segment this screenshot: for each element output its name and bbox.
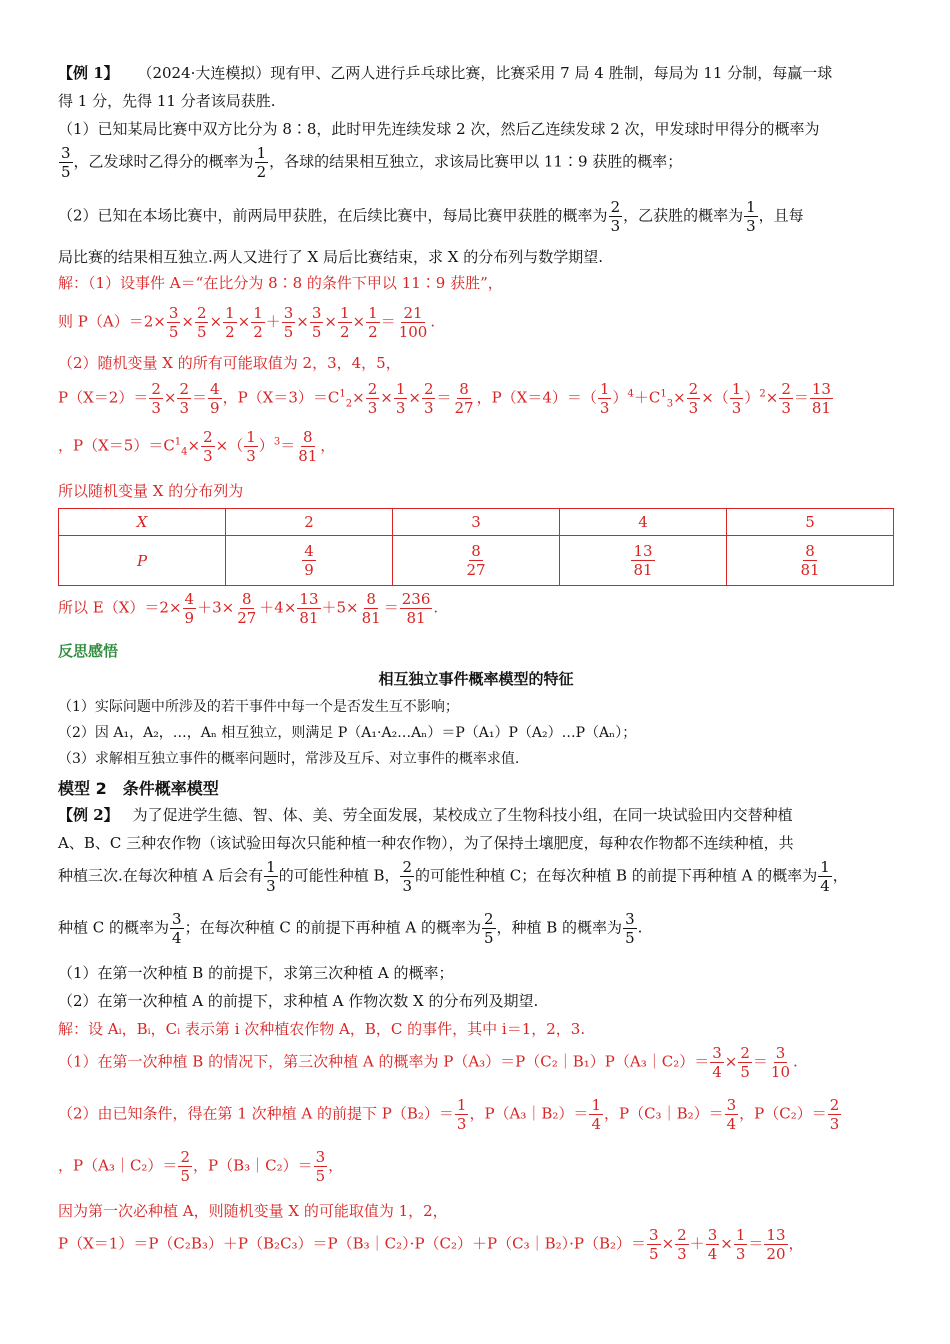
fraction: $\frac{3}{5}$ [283, 304, 294, 341]
fraction: $\frac{2}{5}$ [180, 1148, 190, 1185]
example-1-text-1: 现有甲、乙两人进行乒乓球比赛，比赛采用 7 局 4 胜制，每局为 11 分制，每赢一球 [270, 64, 833, 82]
reflection-point-3: （3）求解相互独立事件的概率问题时，常涉及互斥、对立事件的概率求值. [58, 751, 520, 767]
fraction: $\frac{3}{5}$ [649, 1226, 659, 1263]
fraction: $\frac{1}{2}$ [225, 304, 235, 341]
fraction: $\frac{1}{3}$ [456, 1096, 467, 1133]
text: ，各球的结果相互独立，求该局比赛甲以 11∶9 获胜的概率； [269, 152, 683, 171]
solution-1-line-1: 解：（1）设事件 A＝“在比分为 8∶8 的条件下甲以 11∶9 获胜”， [58, 274, 503, 292]
fraction: $\frac{2}{5}$ [740, 1044, 750, 1081]
fraction [464, 542, 487, 579]
fraction: $\frac{2}{5}$ [196, 304, 207, 341]
fraction: $\frac{1}{3}$ [599, 380, 610, 417]
fraction: $\frac{2}{3}$ [179, 380, 189, 417]
fraction: $\frac{8}{81}$ [361, 590, 381, 627]
example-2-line-4 [58, 910, 642, 947]
text: . [637, 918, 643, 937]
fraction: $\frac{2}{3}$ [367, 380, 378, 417]
example-2-line-3 [58, 858, 848, 895]
text: ，且每 [758, 206, 804, 225]
table-cell: 3 [393, 509, 560, 536]
fraction: $\frac{2}{3}$ [677, 1226, 687, 1263]
fraction: $\frac{1}{3}$ [266, 858, 276, 895]
example-2-label: 【例 2】 [58, 806, 119, 824]
fraction: $\frac{2}{3}$ [151, 380, 161, 417]
reflection-point-2: （2）因 A₁，A₂，…，Aₙ 相互独立，则满足 P（A₁·A₂…Aₙ）＝P（A₁）P（A₂）…P（Aₙ）； [58, 725, 637, 741]
table-cell [393, 536, 560, 586]
fraction: $\frac{3}{5}$ [168, 304, 179, 341]
example-2-question-2: （2）在第一次种植 A 的前提下，求种植 A 作物次数 X 的分布列及期望. [58, 992, 539, 1010]
text: ；在每次种植 C 的前提下再种植 A 的概率为 [184, 918, 481, 937]
fraction [631, 542, 654, 579]
example-1-question-2d: 局比赛的结果相互独立.两人又进行了 X 局后比赛结束，求 X 的分布列与数学期望. [58, 248, 603, 266]
fraction: $\frac{2}{3}$ [423, 380, 434, 417]
fraction: $\frac{1}{2}$ [340, 304, 350, 341]
fraction: $\frac{3}{10}$ [770, 1044, 791, 1081]
fraction: $\frac{3}{4}$ [712, 1044, 722, 1081]
text: （2）由已知条件，得在第 1 次种植 A 的前提下 P（B₂）＝ [58, 1104, 454, 1123]
text: 种植 C 的概率为 [58, 918, 170, 937]
fraction: $\frac{1}{4}$ [820, 858, 830, 895]
text: 则 P（A）＝2× [58, 312, 166, 331]
fraction [302, 542, 316, 579]
fraction: $\frac{3}{5}$ [315, 1148, 326, 1185]
table-cell: 5 [727, 509, 894, 536]
denominator: 81 [800, 561, 820, 579]
fraction: $\frac{2}{5}$ [483, 910, 494, 947]
fraction: $\frac{13}{81}$ [299, 590, 319, 627]
fraction: $\frac{1}{3}$ [735, 1226, 746, 1263]
fraction: $\frac{8}{27}$ [237, 590, 257, 627]
example-1-label: 【例 1】 [58, 64, 119, 82]
solution-1-line-4: P（X＝2）＝ $\frac{2}{3}$ × $\frac{2}{3}$ ＝ $\frac{4}{9}$ ，$P(X=3)=C^1_2\times$ $\frac{2}{3}$ × $\frac{1}{3}$ × $\frac{2}{3}$ ＝ $\frac{8}{27}$ ，P（X＝4）＝（ $\frac{1}{3}$ ）$^4+C^1_3\times$ $\frac{2}{3}$ ×（ $\frac{1}{3}$ ）$^2$× $\frac{2}{3}$ ＝ $\frac{13}{81}$ [58, 380, 831, 417]
fraction [798, 542, 821, 579]
numerator: 8 [471, 542, 481, 560]
fraction: $\frac{2}{3}$ [688, 380, 699, 417]
text: ，乙发球时乙得分的概率为 [73, 152, 254, 171]
fraction: $\frac{1}{3}$ [731, 380, 742, 417]
text: 的可能性种植 B， [278, 866, 400, 885]
text: ，种植 B 的概率为 [496, 918, 623, 937]
fraction: $\frac{4}{9}$ [210, 380, 220, 417]
fraction: $\frac{13}{81}$ [811, 380, 831, 417]
fraction: $\frac{2}{3}$ [781, 380, 791, 417]
reflection-subtitle: 相互独立事件概率模型的特征 [378, 670, 574, 688]
fraction: $\frac{3}{4}$ [707, 1226, 718, 1263]
fraction: $\frac{1}{4}$ [591, 1096, 601, 1133]
solution-2-line-5: 因为第一次必种植 A，则随机变量 X 的可能取值为 1，2， [58, 1202, 448, 1220]
table-cell [727, 536, 894, 586]
example-2-line-2: A、B、C 三种农作物（该试验田每次只能种植一种农作物），为了保持土壤肥度，每种农作物都不连续种植，共 [58, 834, 794, 852]
reflection-title: 反思感悟 [58, 642, 119, 660]
table-cell: P [59, 536, 226, 586]
text: 所以 E（X）＝2× [58, 598, 182, 617]
example-1-source: （2024·大连模拟） [137, 64, 271, 82]
fraction: $\frac{236}{81}$ [401, 590, 431, 627]
distribution-table [58, 508, 894, 586]
denominator: 9 [304, 561, 314, 579]
text: P（X＝1）＝P（C₂B₃）＋P（B₂C₃）＝P（B₃｜C₂）·P（C₂）＋P（C₃｜B₂）·P（B₂）＝ [58, 1234, 647, 1253]
text: （2）已知在本场比赛中，前两局甲获胜，在后续比赛中，每局比赛甲获胜的概率为 [58, 206, 608, 225]
fraction: $\frac{2}{3}$ [402, 858, 413, 895]
solution-1-line-5: ，$P(X=5)=C^1_4\times$ $\frac{2}{3}$ ×（ $\frac{1}{3}$ ）$^3$＝ $\frac{8}{81}$ ， [58, 428, 336, 465]
table-row [59, 509, 894, 536]
fraction: $\frac{2}{3}$ [203, 428, 213, 465]
text: ， [832, 866, 848, 885]
fraction: $\frac{3}{4}$ [726, 1096, 737, 1133]
model-2-title: 模型 2 条件概率模型 [58, 779, 219, 798]
text: 种植三次.在每次种植 A 后会有 [58, 866, 264, 885]
example-1-question-1b [58, 144, 682, 181]
numerator: 8 [805, 542, 815, 560]
expectation-line: 所以 E（X）＝2× $\frac{4}{9}$ ＋3× $\frac{8}{27}$ ＋4× $\frac{13}{81}$ ＋5× $\frac{8}{81}$ ＝ $\frac{236}{81}$ . [58, 590, 439, 627]
fraction: $\frac{3}{4}$ [172, 910, 182, 947]
example-2-line-1 [58, 804, 793, 825]
fraction: $\frac{13}{20}$ [766, 1226, 786, 1263]
fraction: $\frac{2}{3}$ [610, 198, 621, 235]
example-1-question-2 [58, 198, 804, 235]
solution-2-line-2: （1）在第一次种植 B 的情况下，第三次种植 A 的概率为 P（A₃）＝P（C₂｜B₁）P（A₃｜C₂）＝ $\frac{3}{4}$ × $\frac{2}{5}$ ＝ $\frac{3}{10}$ . [58, 1044, 798, 1081]
solution-2-line-3: （2）由已知条件，得在第 1 次种植 A 的前提下 P（B₂）＝ $\frac{1}{3}$ ，P（A₃｜B₂）＝ $\frac{1}{4}$ ，P（C₃｜B₂）＝ $\frac{3}{4}$ ，P（C₂）＝ $\frac{2}{3}$ [58, 1096, 840, 1133]
text: （1）在第一次种植 B 的情况下，第三次种植 A 的概率为 P（A₃）＝P（C₂｜B₁）P（A₃｜C₂）＝ [58, 1052, 710, 1071]
fraction: $\frac{1}{2}$ [253, 304, 263, 341]
table-cell: X [59, 509, 226, 536]
text: 的可能性种植 C；在每次种植 B 的前提下再种植 A 的概率为 [415, 866, 818, 885]
denominator: 27 [466, 561, 486, 579]
table-cell: 4 [560, 509, 727, 536]
fraction: $\frac{3}{5}$ [311, 304, 322, 341]
fraction: $\frac{3}{5}$ [625, 910, 635, 947]
fraction: $\frac{8}{81}$ [298, 428, 318, 465]
numerator: 4 [304, 542, 314, 560]
example-1-question-1a: （1）已知某局比赛中双方比分为 8∶8，此时甲先连续发球 2 次，然后乙连续发球 2 次，甲发球时甲得分的概率为 [58, 120, 820, 138]
table-cell [560, 536, 727, 586]
table-cell: 2 [226, 509, 393, 536]
fraction: $\frac{1}{3}$ [246, 428, 256, 465]
numerator: 13 [633, 542, 653, 560]
solution-2-line-4: ，P（A₃｜C₂）＝ $\frac{2}{5}$ ，P（B₃｜C₂）＝ $\frac{3}{5}$ ， [58, 1148, 344, 1185]
solution-2-line-1: 解：设 Aᵢ，Bᵢ，Cᵢ 表示第 i 次种植农作物 A，B，C 的事件，其中 i＝1，2，3. [58, 1020, 586, 1038]
table-cell [226, 536, 393, 586]
solution-1-line-3: （2）随机变量 X 的所有可能取值为 2，3，4，5， [58, 354, 401, 372]
text: ，乙获胜的概率为 [623, 206, 744, 225]
solution-2-line-6: P（X＝1）＝P（C₂B₃）＋P（B₂C₃）＝P（B₃｜C₂）·P（C₂）＋P（C₃｜B₂）·P（B₂）＝ $\frac{3}{5}$ × $\frac{2}{3}$ ＋ $\frac{3}{4}$ × $\frac{1}{3}$ ＝ $\frac{13}{20}$ ， [58, 1226, 804, 1263]
fraction: $\frac{1}{3}$ [746, 198, 756, 235]
solution-1-dist-label: 所以随机变量 X 的分布列为 [58, 482, 244, 500]
fraction: $\frac{21}{100}$ [398, 304, 428, 341]
fraction: $\frac{1}{2}$ [368, 304, 378, 341]
fraction: $\frac{4}{9}$ [184, 590, 195, 627]
fraction: $\frac{3}{5}$ [61, 144, 71, 181]
fraction: $\frac{8}{27}$ [454, 380, 474, 417]
text: 为了促进学生德、智、体、美、劳全面发展，某校成立了生物科技小组，在同一块试验田内交替种植 [132, 806, 793, 824]
table-row [59, 536, 894, 586]
example-1-line-1 [58, 62, 832, 83]
fraction: $\frac{2}{3}$ [829, 1096, 840, 1133]
fraction: $\frac{1}{2}$ [256, 144, 267, 181]
example-2-question-1: （1）在第一次种植 B 的前提下，求第三次种植 A 的概率； [58, 964, 454, 982]
solution-1-line-2: 则 P（A）＝2× $\frac{3}{5}$ × $\frac{2}{5}$ × $\frac{1}{2}$ × $\frac{1}{2}$ ＋ $\frac{3}{5}$ × $\frac{3}{5}$ × $\frac{1}{2}$ × $\frac{1}{2}$ ＝ $\frac{21}{100}$ . [58, 304, 436, 341]
denominator: 81 [633, 561, 653, 579]
fraction: $\frac{1}{3}$ [395, 380, 406, 417]
example-1-text-2: 得 1 分，先得 11 分者该局获胜. [58, 92, 276, 110]
reflection-point-1: （1）实际问题中所涉及的若干事件中每一个是否发生互不影响； [58, 699, 459, 715]
